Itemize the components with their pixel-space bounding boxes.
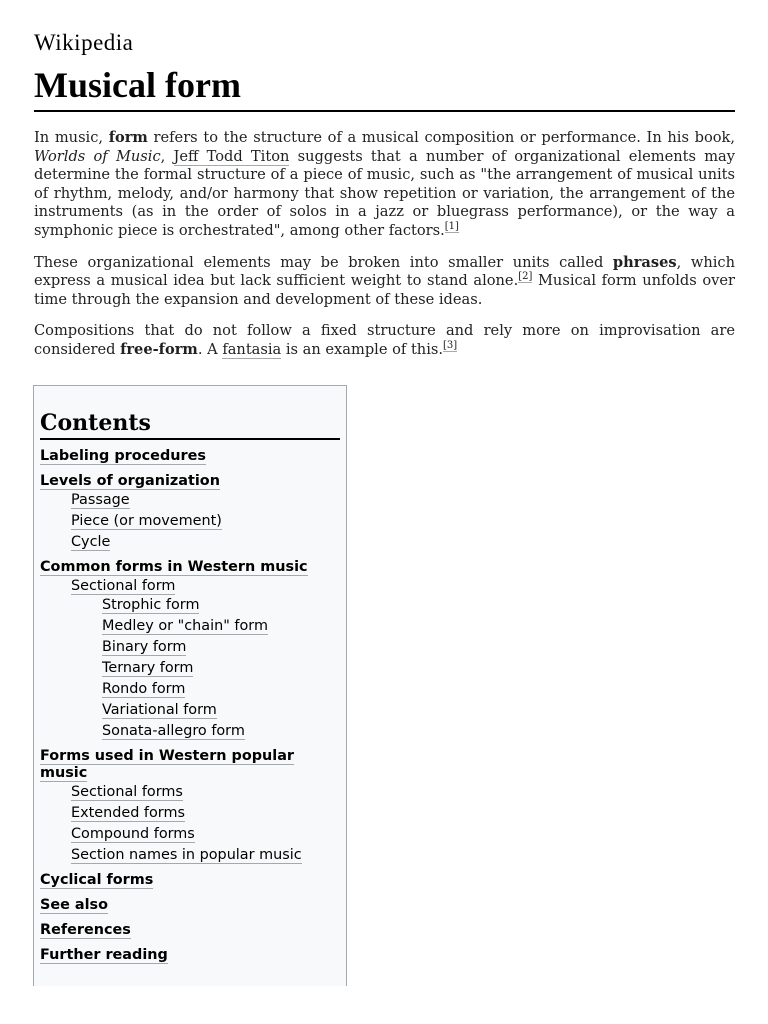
term-form: form (108, 129, 148, 146)
toc-item-sectional-form[interactable]: Sectional form (71, 578, 176, 594)
toc-item-see-also[interactable]: See also (40, 897, 108, 913)
page-title: Musical form (34, 65, 241, 105)
toc-item-piece[interactable]: Piece (or movement) (71, 513, 222, 529)
toc-item-medley-form[interactable]: Medley or "chain" form (102, 618, 268, 634)
toc-item-extended-forms[interactable]: Extended forms (71, 805, 185, 821)
toc-item-passage[interactable]: Passage (71, 492, 130, 508)
toc-list (40, 448, 344, 964)
intro-paragraph-2: These organizational elements may be broken into smaller units called phrases, which express a musical idea but lack sufficient weight to stand alone.[2] Musical form unfolds over time through the expansion and development of these ideas. (34, 253, 735, 308)
title-divider (34, 110, 735, 112)
intro-paragraph-3: Compositions that do not follow a fixed structure and rely more on improvisation are considered free-form. A fantasia is an example of this.[3] (34, 322, 735, 358)
toc-item-variational-form[interactable]: Variational form (102, 702, 217, 718)
toc-item-labeling-procedures[interactable]: Labeling procedures (40, 448, 206, 464)
toc-item-references[interactable]: References (40, 922, 131, 938)
toc-item-levels-of-organization[interactable]: Levels of organization (40, 473, 220, 489)
term-phrases: phrases (612, 253, 677, 271)
citation-1[interactable]: [1] (444, 221, 459, 233)
link-fantasia[interactable]: fantasia (222, 340, 282, 358)
toc-item-sonata-allegro-form[interactable]: Sonata-allegro form (102, 723, 245, 739)
link-jeff-todd-titon[interactable]: Jeff Todd Titon (173, 147, 290, 165)
toc-item-cyclical-forms[interactable]: Cyclical forms (40, 872, 154, 888)
toc-item-sectional-forms[interactable]: Sectional forms (71, 784, 183, 800)
toc-item-strophic-form[interactable]: Strophic form (102, 597, 200, 613)
article-body (34, 129, 735, 373)
table-of-contents (33, 385, 347, 986)
toc-item-ternary-form[interactable]: Ternary form (102, 660, 194, 676)
book-title: Worlds of Music (34, 147, 161, 165)
wikipedia-wordmark[interactable]: Wikipedia (34, 30, 134, 55)
toc-item-compound-forms[interactable]: Compound forms (71, 826, 195, 842)
toc-title: Contents (40, 410, 340, 440)
citation-3[interactable]: [3] (443, 340, 458, 352)
toc-item-binary-form[interactable]: Binary form (102, 639, 187, 655)
citation-2[interactable]: [2] (518, 271, 533, 283)
toc-item-section-names[interactable]: Section names in popular music (71, 847, 302, 863)
toc-item-common-forms[interactable]: Common forms in Western music (40, 559, 308, 575)
toc-item-rondo-form[interactable]: Rondo form (102, 681, 186, 697)
toc-item-further-reading[interactable]: Further reading (40, 947, 168, 963)
term-free-form: free-form (120, 340, 198, 358)
toc-item-popular-music-forms[interactable]: Forms used in Western popular music (40, 748, 295, 781)
toc-item-cycle[interactable]: Cycle (71, 534, 111, 550)
intro-paragraph-1: In music, form refers to the structure of a musical composition or performance. In his book, Worlds of Music, Jeff Todd Titon suggests that a number of organizational elements may determine the formal structure of a piece of music, such as "the arrangement of musical units of rhythm, melody, and/or harmony that show repetition or variation, the arrangement of the instruments (as in the order of solos in a jazz or bluegrass performance), or the way a symphonic piece is orchestrated", among other factors.[1] (34, 129, 736, 239)
